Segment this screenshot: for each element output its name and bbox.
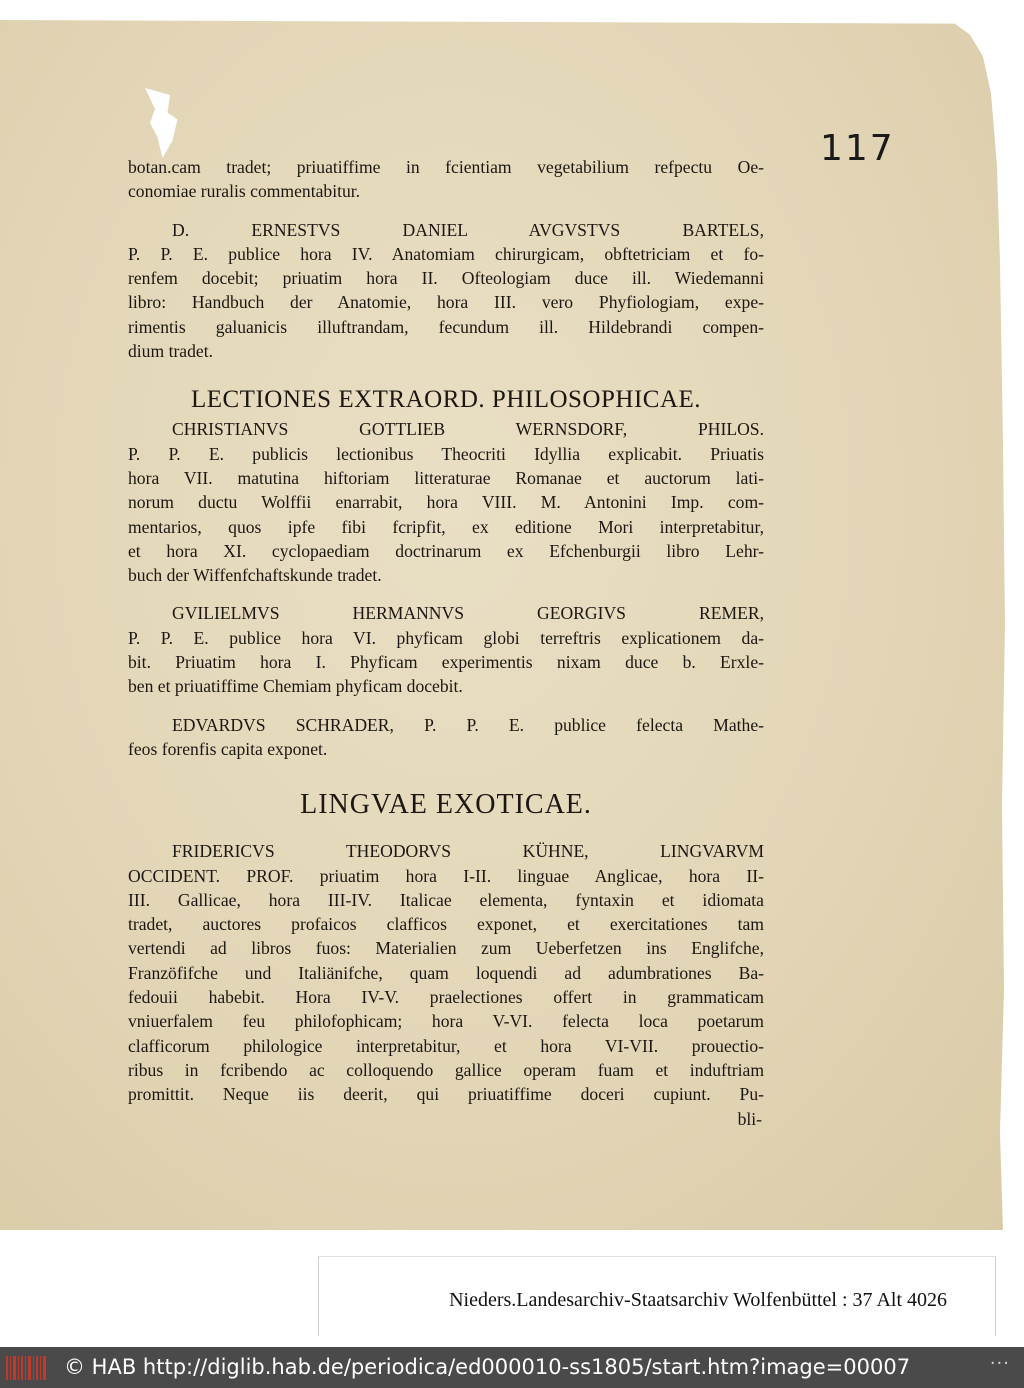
status-bar (0, 1347, 1024, 1388)
text-line: renfem docebit; priuatim hora II. Ofteologiam duce ill. Wiedemanni (128, 268, 764, 289)
text-line: tradet, auctores profaicos clafficos exponet, et exercitationes tam (128, 914, 764, 935)
archive-caption: Nieders.Landesarchiv-Staatsarchiv Wolfenbüttel : 37 Alt 4026 (449, 1289, 947, 1311)
text-line: P. P. E. publice hora IV. Anatomiam chirurgicam, obftetriciam et fo- (128, 243, 764, 264)
text-line: fedouii habebit. Hora IV-V. praelectiones offert in grammaticam (128, 987, 764, 1008)
text-line: EDVARDVS SCHRADER, P. P. E. publice felecta Mathe- (172, 714, 764, 735)
archive-label (318, 1256, 996, 1336)
text-line: botan.cam tradet; priuatiffime in fcientiam vegetabilium refpectu Oe- (128, 157, 764, 177)
text-line: mentarios, quos ipfe fibi fcripfit, ex editione Mori interpretabitur, (128, 516, 764, 537)
text-line: feos forenfis capita exponet. (128, 738, 328, 759)
page-number: 117 (820, 128, 895, 169)
text-line: clafficorum philologice interpretabitur, et hora VI-VII. prouectio- (128, 1035, 764, 1056)
text-line: ben et priuatiffime Chemiam phyficam docebit. (128, 676, 463, 697)
text-line: libro: Handbuch der Anatomie, hora III. vero Phyfiologiam, expe- (128, 292, 764, 313)
text-line: vertendi ad libros fuos: Materialien zum Ueberfetzen ins Englifche, (128, 938, 764, 959)
more-options-icon[interactable]: ··· (989, 1353, 1010, 1374)
barcode-logo-icon (6, 1356, 46, 1380)
text-body (128, 155, 764, 1131)
text-line: P. P. E. publicis lectionibus Theocriti Idyllia explicabit. Priuatis (128, 443, 764, 464)
text-line: norum ductu Wolffii enarrabit, hora VIII. M. Antonini Imp. com- (128, 492, 764, 513)
text-line: dium tradet. (128, 341, 214, 362)
text-line: III. Gallicae, hora III-IV. Italicae elementa, fyntaxin et idiomata (128, 889, 764, 910)
text-line: CHRISTIANVS GOTTLIEB WERNSDORF, PHILOS. (172, 419, 764, 440)
text-line: D. ERNESTVS DANIEL AVGVSTVS BARTELS, (172, 219, 764, 240)
text-line: conomiae ruralis commentabitur. (128, 181, 361, 202)
text-line: promittit. Neque iis deerit, qui priuatiffime doceri cupiunt. Pu- (128, 1084, 764, 1105)
text-line: hora VII. matutina hiftoriam litteraturae Romanae et auctorum lati- (128, 467, 764, 488)
text-line: OCCIDENT. PROF. priuatim hora I-II. linguae Anglicae, hora II- (128, 865, 764, 886)
text-line: ribus in fcribendo ac colloquendo gallice operam fuam et induftriam (128, 1059, 764, 1080)
copyright-url-link[interactable]: © HAB http://diglib.hab.de/periodica/ed000010-ss1805/start.htm?image=00007 (64, 1355, 911, 1379)
text-line: GVILIELMVS HERMANNVS GEORGIVS REMER, (172, 603, 764, 624)
section-heading: LECTIONES EXTRAORD. PHILOSOPHICAE. (190, 386, 702, 414)
text-line: FRIDERICVS THEODORVS KÜHNE, LINGVARVM (172, 841, 764, 862)
text-line: Franzöfifche und Italiänifche, quam loquendi ad adumbrationes Ba- (128, 962, 764, 983)
text-line: P. P. E. publice hora VI. phyficam globi terreftris explicationem da- (128, 627, 764, 648)
text-line: vniuerfalem feu philofophicam; hora V-VI. felecta loca poetarum (128, 1011, 764, 1032)
text-line: rimentis galuanicis illuftrandam, fecundum ill. Hildebrandi compen- (128, 316, 764, 337)
text-line: bit. Priuatim hora I. Phyficam experimentis nixam duce b. Erxle- (128, 652, 764, 673)
text-line: buch der Wiffenfchaftskunde tradet. (128, 565, 382, 586)
section-heading: LINGVAE EXOTICAE. (300, 789, 592, 821)
text-line: et hora XI. cyclopaediam doctrinarum ex Efchenburgii libro Lehr- (128, 540, 764, 561)
catchword: bli- (737, 1108, 762, 1129)
